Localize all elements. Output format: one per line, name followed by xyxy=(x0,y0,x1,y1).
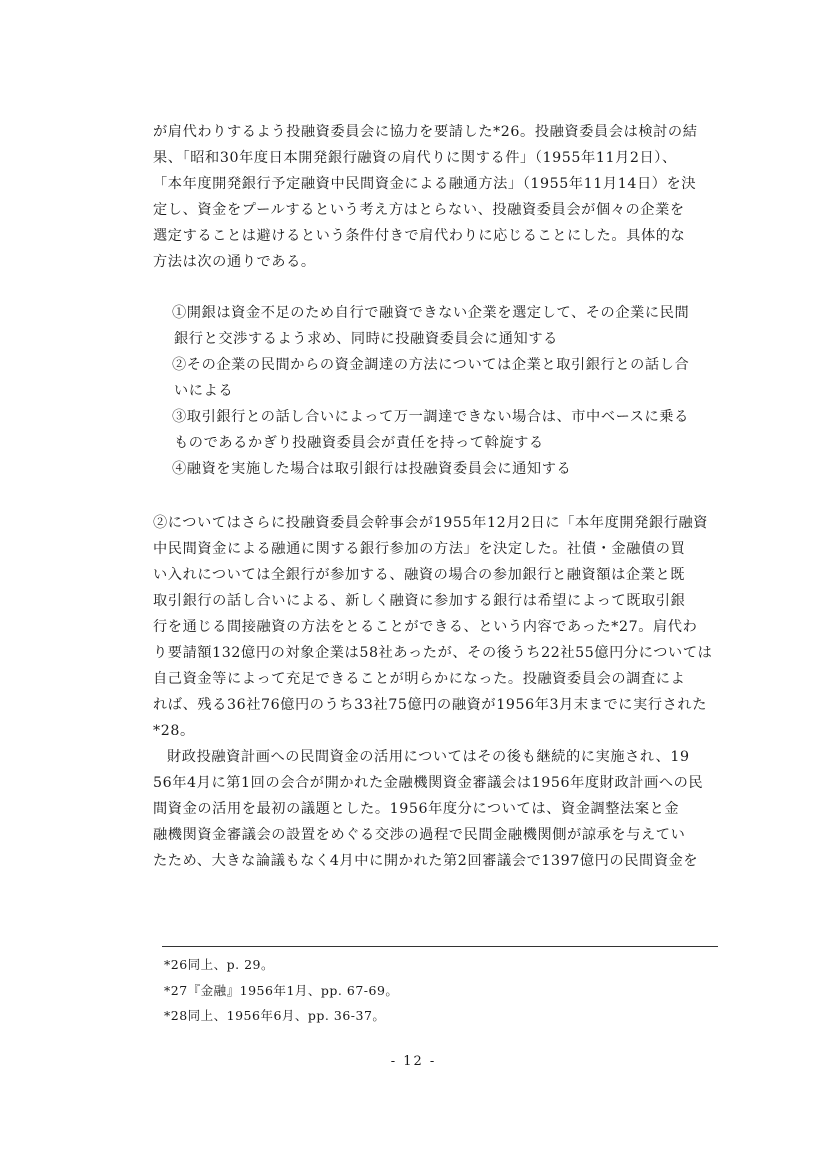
text-line: 財政投融資計画への民間資金の活用についてはその後も継続的に実施され、19 xyxy=(167,749,690,765)
page-number: - 12 - xyxy=(390,1054,437,1069)
list-item-2-cont: いによる xyxy=(174,383,234,399)
list-item-1-cont: 銀行と交渉するよう求め、同時に投融資委員会に通知する xyxy=(174,331,558,347)
paragraph-3 xyxy=(153,744,719,874)
text-line: い入れについては全銀行が参加する、融資の場合の参加銀行と融資額は企業と既 xyxy=(153,567,686,583)
footnote-divider xyxy=(162,946,718,947)
text-line: 定し、資金をプールするという考え方はとらない、投融資委員会が個々の企業を xyxy=(153,202,685,218)
footnote-27: *27『金融』1956年1月、pp. 67-69。 xyxy=(164,983,399,998)
text-line: り要請額132億円の対象企業は58社あったが、その後うち22社55億円分については xyxy=(153,645,713,661)
text-line: ②についてはさらに投融資委員会幹事会が1955年12月2日に「本年度開発銀行融資 xyxy=(153,515,709,531)
list-item-1: ①開銀は資金不足のため自行で融資できない企業を選定して、その企業に民間 xyxy=(172,305,690,321)
text-line: 果、「昭和30年度日本開発銀行融資の肩代りに関する件」（1955年11月2日）、 xyxy=(153,150,677,166)
text-line: 取引銀行の話し合いによる、新しく融資に参加する銀行は希望によって既取引銀 xyxy=(153,593,686,609)
list-item-3: ③取引銀行との話し合いによって万一調達できない場合は、市中ベースに乗る xyxy=(172,409,689,425)
text-line: 「本年度開発銀行予定融資中民間資金による融通方法」（1955年11月14日）を決 xyxy=(153,176,697,192)
text-line: *28。 xyxy=(153,723,195,739)
paragraph-2 xyxy=(153,510,719,744)
text-line: 自己資金等によって充足できることが明らかになった。投融資委員会の調査によ xyxy=(153,671,686,687)
procedure-list xyxy=(172,300,718,482)
text-line: たため、大きな論議もなく4月中に開かれた第2回審議会で1397億円の民間資金を xyxy=(153,853,699,869)
text-line: れば、残る36社76億円のうち33社75億円の融資が1956年3月末までに実行された xyxy=(153,697,707,713)
footnote-28: *28同上、1956年6月、pp. 36-37。 xyxy=(164,1008,386,1023)
text-line: 56年4月に第1回の会合が開かれた金融機関資金審議会は1956年度財政計画への民 xyxy=(153,775,704,791)
footnote-26: *26同上、p. 29。 xyxy=(164,957,275,972)
paragraph-1 xyxy=(153,119,719,275)
list-item-4: ④融資を実施した場合は取引銀行は投融資委員会に通知する xyxy=(172,461,572,477)
list-item-2: ②その企業の民間からの資金調達の方法については企業と取引銀行との話し合 xyxy=(172,357,690,373)
text-line: 間資金の活用を最初の議題とした。1956年度分については、資金調整法案と金 xyxy=(153,801,680,817)
text-line: 融機関資金審議会の設置をめぐる交渉の過程で民間金融機関側が諒承を与えてい xyxy=(153,827,686,843)
text-line: 行を通じる間接融資の方法をとることができる、という内容であった*27。肩代わ xyxy=(153,619,698,635)
text-line: 方法は次の通りである。 xyxy=(153,254,316,270)
text-line: が肩代わりするよう投融資委員会に協力を要請した*26。投融資委員会は検討の結 xyxy=(153,124,698,140)
text-line: 中民間資金による融通に関する銀行参加の方法」を決定した。社債・金融債の買 xyxy=(153,541,686,557)
text-line: 選定することは避けるという条件付きで肩代わりに応じることにした。具体的な xyxy=(153,228,686,244)
list-item-3-cont: ものであるかぎり投融資委員会が責任を持って斡旋する xyxy=(174,435,544,451)
